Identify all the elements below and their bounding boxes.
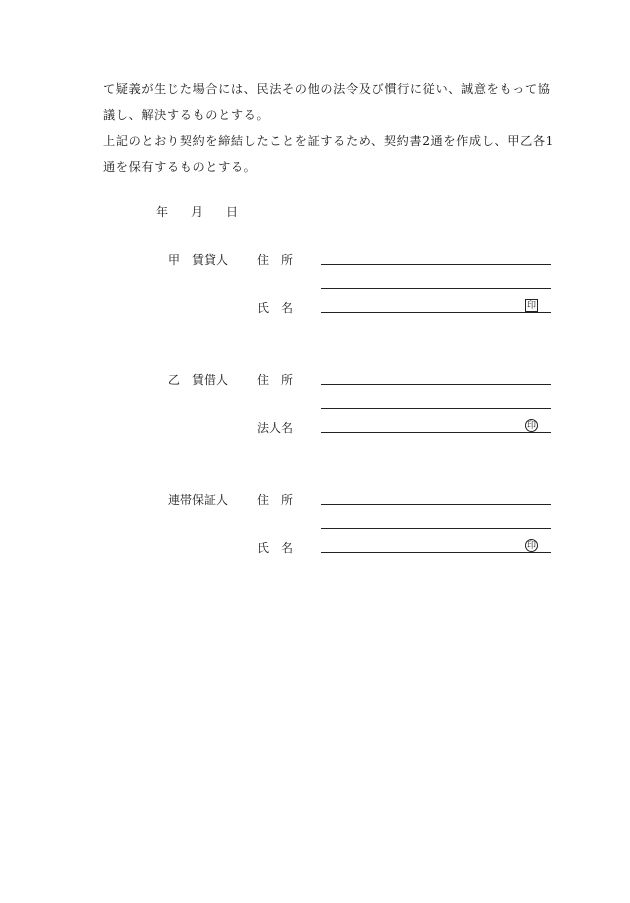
guarantor-address-line-1[interactable] [321, 504, 551, 505]
lessor-title: 甲 賃貸人 [168, 253, 229, 267]
clause-line-2: 議し、解決するものとする。 [103, 108, 270, 122]
guarantor-address-line-2[interactable] [321, 528, 551, 529]
guarantor-address-label: 住 所 [257, 493, 294, 507]
guarantor-name-line[interactable] [321, 552, 551, 553]
lessee-title: 乙 賃借人 [168, 373, 229, 387]
lessor-address-line-2[interactable] [321, 288, 551, 289]
lessor-address-label: 住 所 [257, 253, 294, 267]
date-day-label: 日 [226, 205, 239, 219]
contract-date [156, 203, 238, 220]
date-year-label: 年 [156, 205, 169, 219]
date-month-label: 月 [191, 205, 204, 219]
lessor-seal-mark: 印 [526, 301, 536, 311]
lessee-corporate-name-label: 法人名 [257, 421, 294, 435]
lessee-address-label: 住 所 [257, 373, 294, 387]
closing-clauses [103, 76, 553, 180]
lessee-address-line-2[interactable] [321, 408, 551, 409]
guarantor-seal-mark: 印 [526, 541, 536, 551]
lessor-name-line[interactable] [321, 312, 551, 313]
clause-line-1: て疑義が生じた場合には、民法その他の法令及び慣行に従い、誠意をもって協 [103, 82, 551, 96]
lessor-address-line-1[interactable] [321, 264, 551, 265]
guarantor-name-label: 氏 名 [257, 541, 294, 555]
clause-line-4: 通を保有するものとする。 [103, 160, 257, 174]
lessee-seal-mark: 印 [526, 421, 536, 431]
guarantor-title: 連帯保証人 [168, 493, 229, 507]
lessee-corporate-name-line[interactable] [321, 432, 551, 433]
clause-line-3: 上記のとおり契約を締結したことを証するため、契約書2通を作成し、甲乙各1 [103, 134, 554, 148]
lessee-address-line-1[interactable] [321, 384, 551, 385]
lessor-name-label: 氏 名 [257, 301, 294, 315]
